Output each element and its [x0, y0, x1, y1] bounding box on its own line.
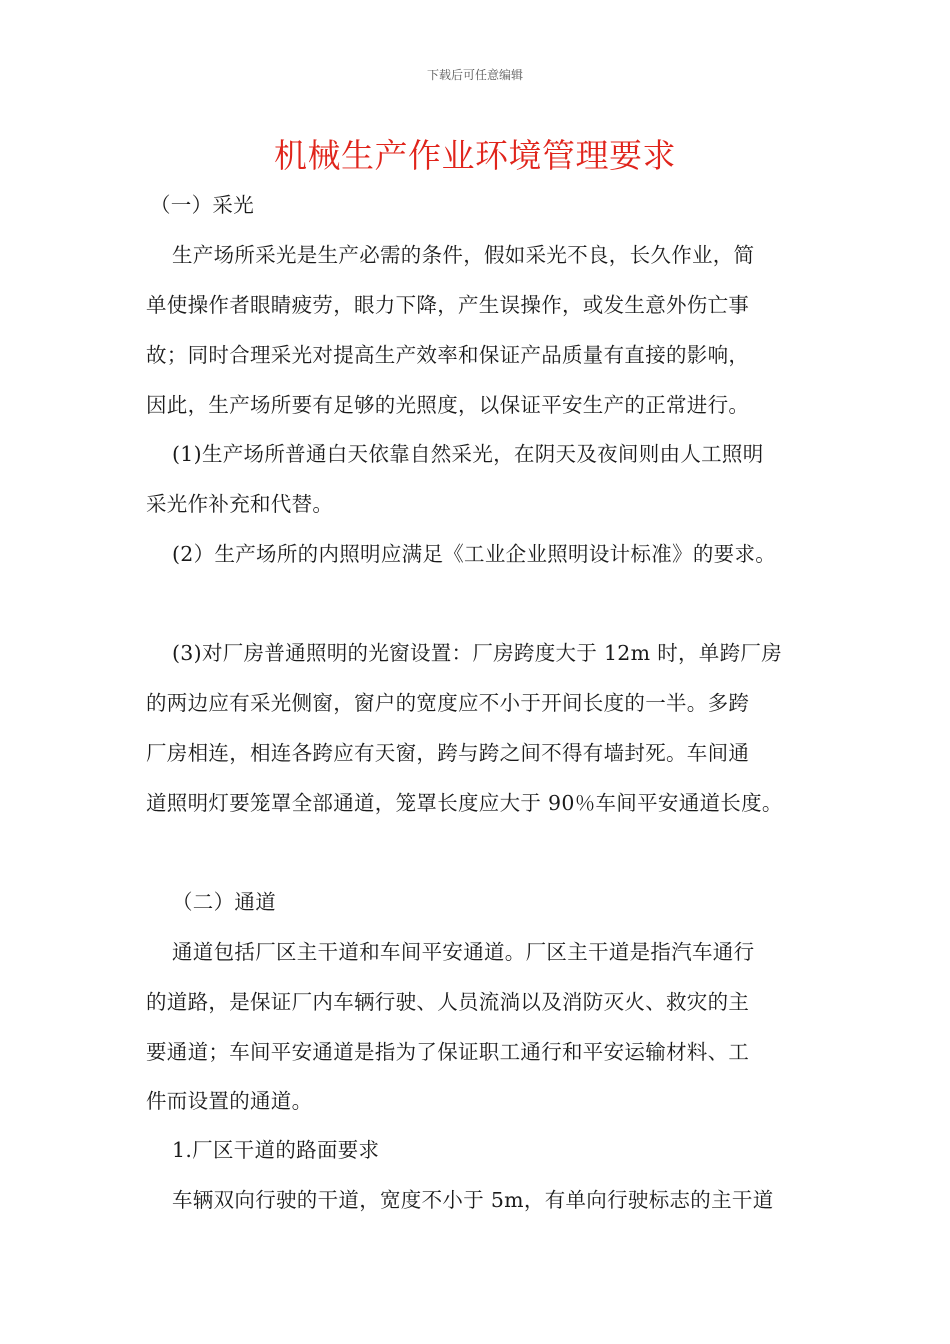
paragraph-line: 通道包括厂区主干道和车间平安通道。厂区主干道是指汽车通行: [172, 940, 755, 964]
list-item-line: 厂房相连，相连各跨应有天窗，跨与跨之间不得有墙封死。车间通: [146, 741, 750, 765]
header-note: 下载后可任意编辑: [426, 68, 523, 82]
list-item-line: 道照明灯要笼罩全部通道，笼罩长度应大于 90％车间平安通道长度。: [146, 791, 783, 815]
list-item-line: 采光作补充和代替。: [146, 492, 334, 516]
section-heading-lighting: （一）采光: [150, 193, 254, 217]
list-item-line: 的两边应有采光侧窗，窗户的宽度应不小于开间长度的一半。多跨: [146, 691, 750, 715]
paragraph-line: 要通道；车间平安通道是指为了保证职工通行和平安运输材料、工: [146, 1040, 750, 1064]
section-heading-passage: （二）通道: [172, 890, 276, 914]
list-item-line: (2）生产场所的内照明应满足《工业企业照明设计标准》的要求。: [172, 542, 777, 566]
paragraph-line: 车辆双向行驶的干道，宽度不小于 5m，有单向行驶标志的主干道: [172, 1188, 774, 1212]
list-item-line: (3)对厂房普通照明的光窗设置：厂房跨度大于 12m 时，单跨厂房: [172, 641, 782, 665]
document-title: 机械生产作业环境管理要求: [274, 136, 676, 175]
list-item-line: (1)生产场所普通白天依靠自然采光，在阴天及夜间则由人工照明: [172, 442, 764, 466]
paragraph-line: 生产场所采光是生产必需的条件，假如采光不良，长久作业，简: [172, 243, 755, 267]
paragraph-line: 的道路，是保证厂内车辆行驶、人员流淌以及消防灭火、救灾的主: [146, 990, 750, 1014]
paragraph-line: 故；同时合理采光对提高生产效率和保证产品质量有直接的影响，: [146, 343, 750, 367]
subheading-line: 1.厂区干道的路面要求: [172, 1138, 380, 1162]
paragraph-line: 件而设置的通道。: [146, 1089, 313, 1113]
paragraph-line: 单使操作者眼睛疲劳，眼力下降，产生误操作，或发生意外伤亡事: [146, 293, 750, 317]
paragraph-line: 因此，生产场所要有足够的光照度，以保证平安生产的正常进行。: [146, 393, 750, 417]
